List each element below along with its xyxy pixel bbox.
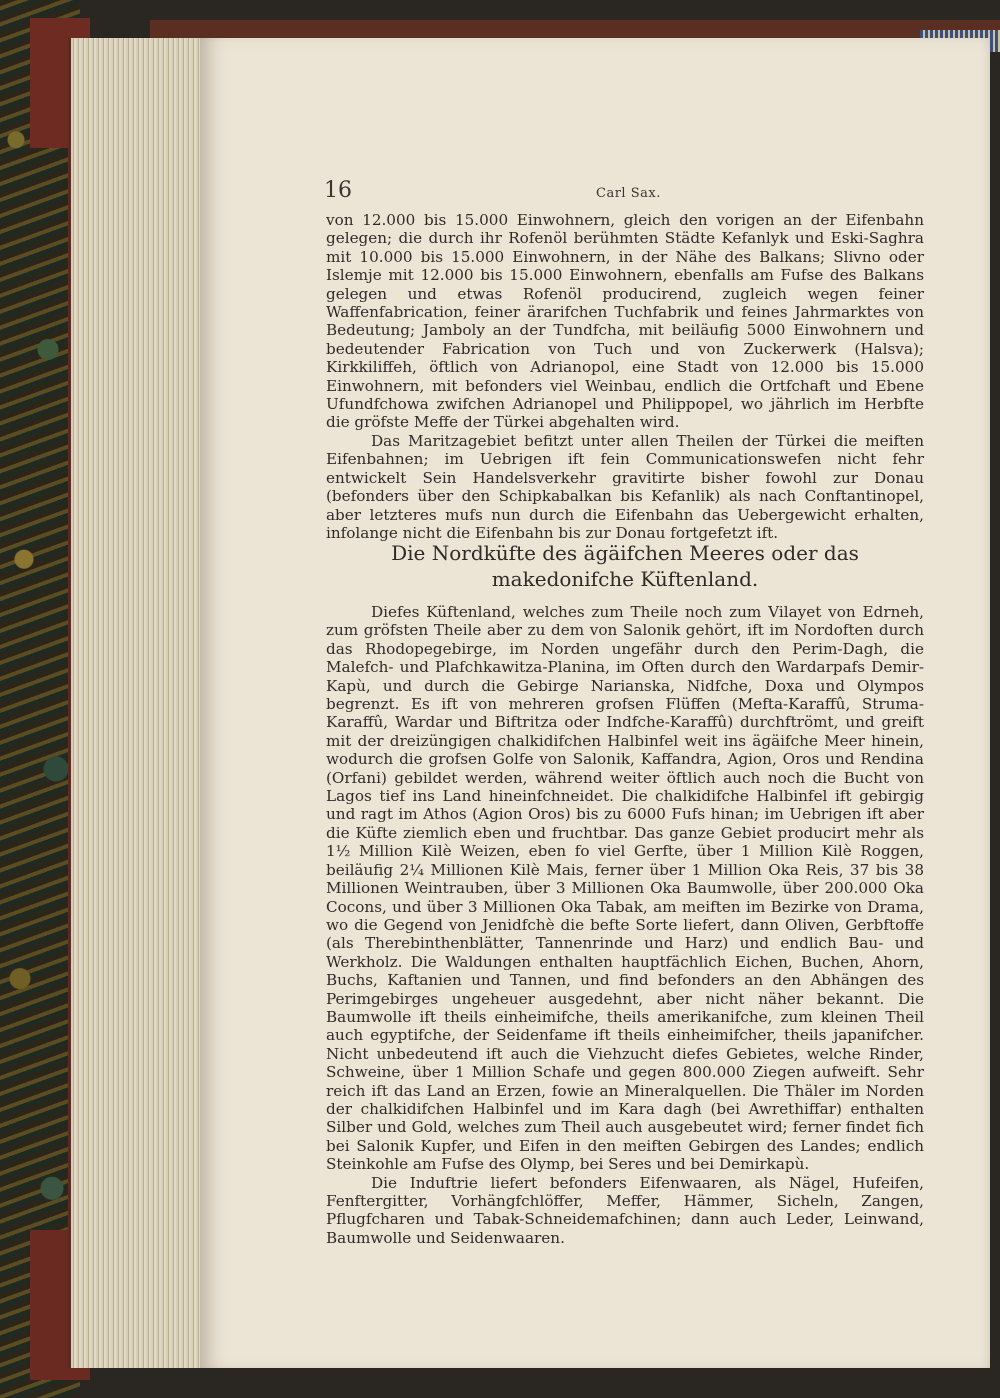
page-number: 16 — [324, 178, 352, 203]
paragraph: Die Induftrie liefert befonders Eifenwaaren, als Nägel, Hufeifen, Fenftergitter, Vorhängfchlöffer, Meffer, Hämmer, Sicheln, Zangen, Pflugfcharen und Tabak-Schneidemafchinen; dann auch Leder, Leinwand, Baumwolle und Seidenwaaren. — [326, 1173, 924, 1247]
paragraph: Diefes Küftenland, welches zum Theile noch zum Vilayet von Edrneh, zum gröfsten Theile aber zu dem von Salonik gehört, ift im Nordoften durch das Rhodopegebirge, im Norden ungefähr durch den Perim-Dagh, die Malefch- und Plafchkawitza-Planina, im Often durch den Wardarpafs Demir-Kapù, und durch die Gebirge Narianska, Nidfche, Doxa und Olympos begrenzt. Es ift von mehreren grofsen Flüffen (Mefta-Karaffû, Struma-Karaffû, Wardar und Biftritza oder Indfche-Karaffû) durchftrömt, und greift mit der dreizüngigen chalkidifchen Halbinfel weit ins ägäifche Meer hinein, wodurch die grofsen Golfe von Salonik, Kaffandra, Agion, Oros und Rendina (Orfani) gebildet werden, während weiter öftlich auch noch die Bucht von Lagos tief ins Land hineinfchneidet. Die chalkidifche Halbinfel ift gebirgig und ragt im Athos (Agion Oros) bis zu 6000 Fufs hinan; im Uebrigen ift aber die Küfte ziemlich eben und fruchtbar. Das ganze Gebiet producirt mehr als 1½ Million Kilè Weizen, eben fo viel Gerfte, über 1 Million Kilè Roggen, beiläufig 2¼ Millionen Kilè Mais, ferner über 1 Million Oka Reis, 37 bis 38 Millionen Weintrauben, über 3 Millionen Oka Baumwolle, über 200.000 Oka Cocons, und über 3 Millionen Oka Tabak, am meiften im Bezirke von Drama, wo die Gegend von Jenidfchè die befte Sorte liefert, dann Oliven, Gerbftoffe (als Therebinthenblätter, Tannenrinde und Harz) und endlich Bau- und Werkholz. Die Waldungen enthalten hauptfächlich Eichen, Buchen, Ahorn, Buchs, Kaftanien und Tannen, und find befonders an den Abhängen des Perimgebirges ungeheuer ausgedehnt, aber nicht näher bekannt. Die Baumwolle ift theils einheimifche, theils amerikanifche, zum kleinen Theil auch egyptifche, der Seidenfame ift theils einheimifcher, theils japanifcher. Nicht unbedeutend ift auch die Viehzucht diefes Gebietes, welche Rinder, Schweine, über 1 Million Schafe und gegen 800.000 Ziegen aufweift. Sehr reich ift das Land an Erzen, fowie an Mineralquellen. Die Thäler im Norden der chalkidifchen Halbinfel und im Kara dagh (bei Awrethiffar) enthalten Silber und Gold, welches zum Theil auch ausgebeutet wird; ferner findet fich bei Salonik Kupfer, und Eifen in den meiften Gebirgen des Landes; endlich Steinkohle am Fufse des Olymp, bei Seres und bei Demirkapù. — [326, 603, 924, 1174]
running-header: Carl Sax. — [596, 186, 661, 201]
paragraph: Das Maritzagebiet befitzt unter allen Theilen der Türkei die meiften Eifenbahnen; im Uebrigen ift fein Communicationswefen nicht fehr entwickelt Sein Handelsverkehr gravitirte bisher fowohl zur Donau (befonders über den Schipkabalkan bis Kefanlik) als nach Conftantinopel, aber letzteres mufs nun durch die Eifenbahn das Uebergewicht erhalten, infolange nicht die Eifenbahn bis zur Donau fortgefetzt ift. — [326, 431, 924, 542]
paragraph: von 12.000 bis 15.000 Einwohnern, gleich den vorigen an der Eifenbahn gelegen; die durch ihr Rofenöl berühmten Städte Kefanlyk und Eski-Saghra mit 10.000 bis 15.000 Einwohnern, in der Nähe des Balkans; Slivno oder Islemje mit 12.000 bis 15.000 Einwohnern, ebenfalls am Fufse des Balkans gelegen und etwas Rofenöl producirend, zugleich wegen feiner Waffenfabrication, feiner ärarifchen Tuchfabrik und feines Jahrmarktes von Bedeutung; Jamboly an der Tundfcha, mit beiläufig 5000 Einwohnern und bedeutender Fabrication von Tuch und von Zuckerwerk (Halsva); Kirkkiliffeh, öftlich von Adrianopol, eine Stadt von 12.000 bis 15.000 Einwohnern, mit befonders viel Weinbau, endlich die Ortfchaft und Ebene Ufundfchowa zwifchen Adrianopel und Philippopel, wo jährlich im Herbfte die gröfste Meffe der Türkei abgehalten wird. — [326, 211, 924, 432]
text-section-2 — [326, 603, 924, 1247]
section-heading: Die Nordküfte des ägäifchen Meeres oder das makedonifche Küftenland. — [391, 541, 859, 591]
page-edges — [68, 38, 206, 1368]
text-section-1 — [326, 211, 924, 542]
